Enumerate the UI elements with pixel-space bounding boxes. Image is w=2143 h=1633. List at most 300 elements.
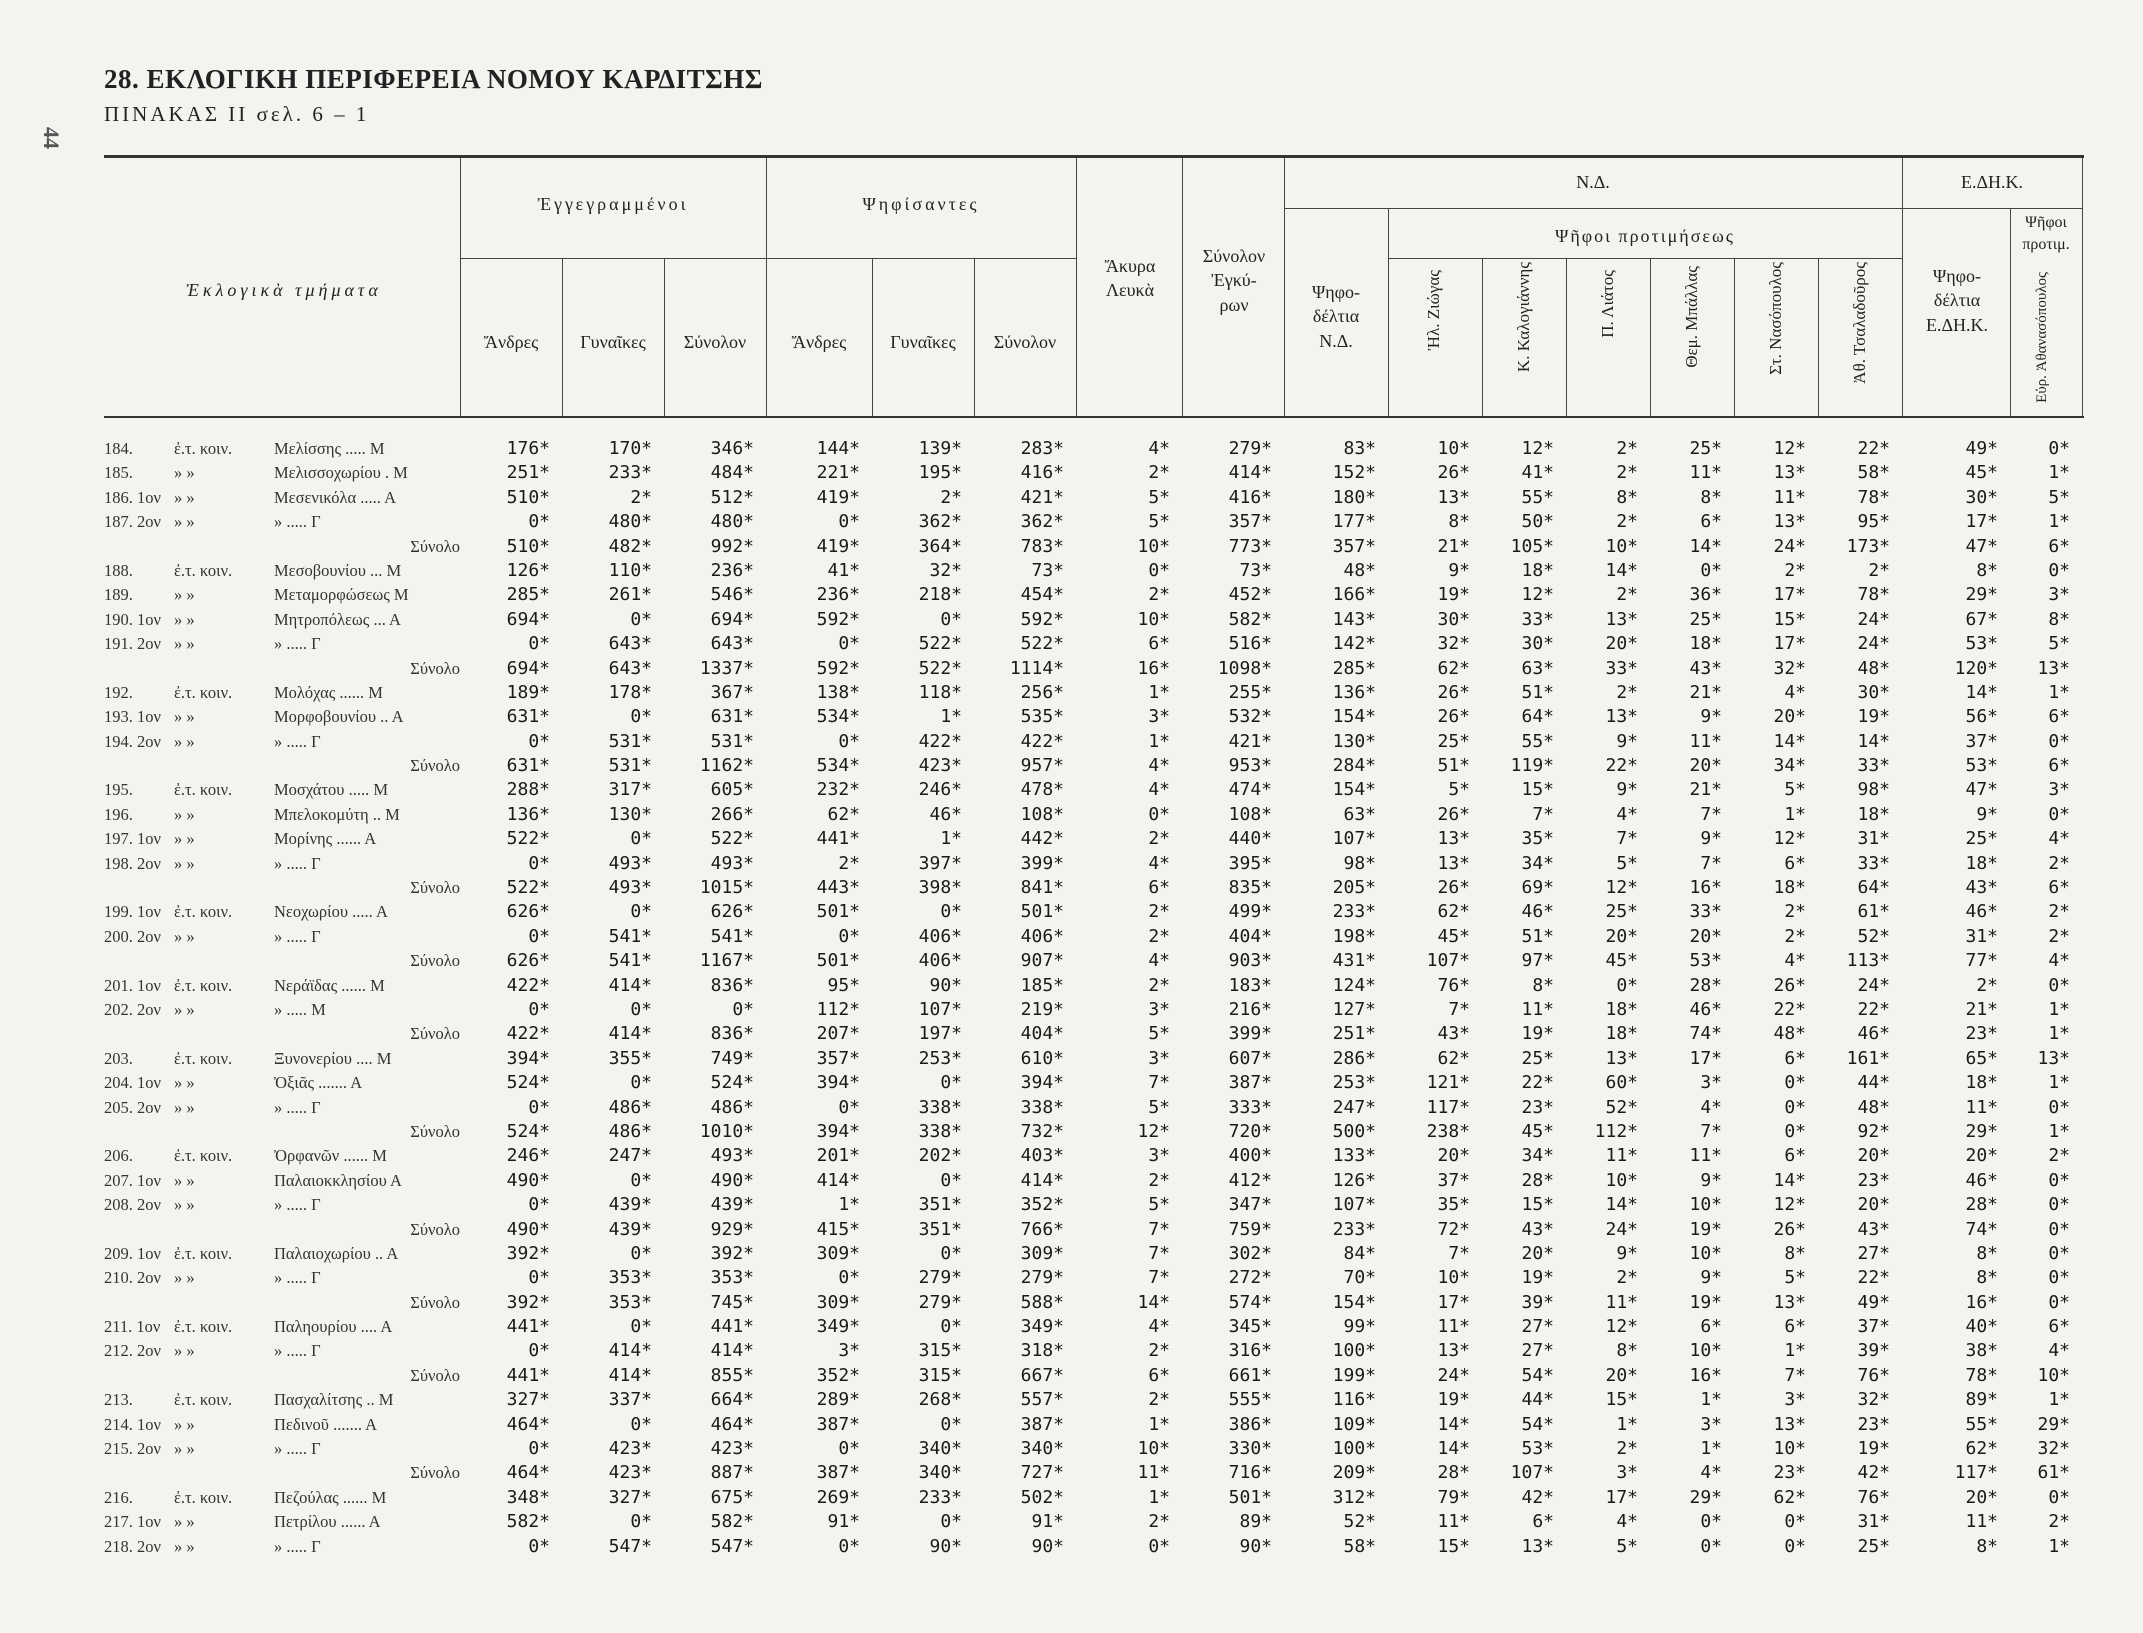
table-cell: 0*: [1148, 803, 1170, 825]
table-cell: 16*: [1965, 1291, 1998, 1313]
table-cell: 0*: [940, 1511, 962, 1533]
table-cell: 58*: [1343, 1535, 1376, 1557]
table-cell: 112*: [816, 998, 860, 1020]
table-cell: 440*: [1228, 828, 1272, 850]
table-cell: 2*: [1148, 974, 1170, 996]
table-cell: 516*: [1228, 633, 1272, 655]
table-cell: 493*: [710, 1145, 754, 1167]
table-cell: 766*: [1020, 1218, 1064, 1240]
table-cell: 531*: [710, 730, 754, 752]
section-number: 213.: [104, 1390, 133, 1410]
table-cell: 9*: [1700, 1169, 1722, 1191]
table-cell: 261*: [608, 584, 652, 606]
table-cell: 11*: [1689, 1145, 1722, 1167]
table-cell: 2*: [1148, 584, 1170, 606]
table-cell: 12*: [1773, 828, 1806, 850]
table-cell: 152*: [1332, 462, 1376, 484]
table-cell: 20*: [1689, 755, 1722, 777]
section-type: ἐ.τ. κοιν.: [174, 1146, 233, 1166]
table-cell: 199*: [1332, 1364, 1376, 1386]
section-type: » »: [174, 1439, 195, 1459]
row-label: [104, 583, 460, 607]
section-name: Μεσοβουνίου ... Μ: [274, 560, 402, 580]
table-cell: 15*: [1521, 1194, 1554, 1216]
table-cell: 464*: [710, 1413, 754, 1435]
table-cell: 522*: [1020, 633, 1064, 655]
row-label: [104, 632, 460, 656]
table-cell: 20*: [1965, 1145, 1998, 1167]
section-type: » »: [174, 1170, 195, 1190]
table-cell: 953*: [1228, 755, 1272, 777]
table-cell: 139*: [918, 438, 962, 459]
table-cell: 52*: [1343, 1511, 1376, 1533]
table-cell: 490*: [506, 1218, 550, 1240]
table-cell: 2*: [1784, 559, 1806, 581]
table-cell: 0*: [630, 1072, 652, 1094]
table-cell: 643*: [608, 633, 652, 655]
table-cell: 2*: [1868, 559, 1890, 581]
table-cell: 11*: [1437, 1316, 1470, 1338]
table-cell: 23*: [1857, 1413, 1890, 1435]
table-cell: 26*: [1437, 803, 1470, 825]
header-voted-men: Ἄνδρες: [791, 332, 847, 352]
table-cell: 0*: [630, 998, 652, 1020]
table-cell: 499*: [1228, 901, 1272, 923]
table-cell: 63*: [1343, 803, 1376, 825]
table-cell: 55*: [1521, 730, 1554, 752]
table-cell: 441*: [816, 828, 860, 850]
table-cell: 348*: [506, 1486, 550, 1508]
header-cand-athanasopoulos: Εὐρ. Ἀθανασόπουλος: [2034, 272, 2050, 403]
table-cell: 46*: [1965, 1169, 1998, 1191]
table-cell: 694*: [506, 657, 550, 679]
table-total-row: [104, 535, 2104, 559]
table-cell: 6*: [2048, 535, 2070, 557]
table-cell: 25*: [1857, 1535, 1890, 1557]
table-cell: 0*: [2048, 1291, 2070, 1313]
table-cell: 233*: [918, 1486, 962, 1508]
row-label: [104, 1437, 460, 1461]
table-cell: 23*: [1773, 1462, 1806, 1484]
table-cell: 1*: [1148, 1413, 1170, 1435]
table-cell: 20*: [1605, 1364, 1638, 1386]
table-cell: 2*: [2048, 1145, 2070, 1167]
table-cell: 3*: [1148, 1145, 1170, 1167]
table-row: [104, 681, 2104, 705]
table-row: [104, 998, 2104, 1022]
table-cell: 130*: [1332, 730, 1376, 752]
table-cell: 20*: [1437, 1145, 1470, 1167]
table-cell: 22*: [1773, 998, 1806, 1020]
table-cell: 439*: [710, 1194, 754, 1216]
table-cell: 19*: [1857, 706, 1890, 728]
table-cell: 362*: [1020, 511, 1064, 533]
table-cell: 9*: [1700, 1267, 1722, 1289]
table-cell: 4*: [1784, 950, 1806, 972]
table-cell: 283*: [1020, 438, 1064, 459]
table-cell: 422*: [506, 974, 550, 996]
table-cell: 3*: [1148, 706, 1170, 728]
table-cell: 345*: [1228, 1316, 1272, 1338]
table-cell: 14*: [1437, 1413, 1470, 1435]
header-edik: Ε.ΔΗ.Κ.: [1960, 172, 2024, 192]
table-cell: 18*: [1521, 559, 1554, 581]
table-cell: 30*: [1437, 608, 1470, 630]
section-name: Μοσχάτου ..... Μ: [274, 780, 389, 800]
section-type: ἐ.τ. κοιν.: [174, 682, 233, 702]
table-cell: 10*: [1137, 535, 1170, 557]
table-cell: 8*: [1976, 1535, 1998, 1557]
table-cell: 25*: [1689, 608, 1722, 630]
table-cell: 631*: [506, 706, 550, 728]
table-cell: 256*: [1020, 681, 1064, 703]
table-cell: 105*: [1510, 535, 1554, 557]
section-number: 210. 2ον: [104, 1268, 161, 1288]
section-name: » ..... Γ: [274, 731, 321, 751]
section-type: » »: [174, 707, 195, 727]
table-cell: 664*: [710, 1389, 754, 1411]
table-cell: 2*: [1148, 828, 1170, 850]
table-cell: 286*: [1332, 1047, 1376, 1069]
table-cell: 315*: [918, 1340, 962, 1362]
table-cell: 161*: [1846, 1047, 1890, 1069]
table-cell: 352*: [1020, 1194, 1064, 1216]
section-type: » »: [174, 1536, 195, 1556]
table-cell: 0*: [528, 1194, 550, 1216]
table-cell: 24*: [1605, 1218, 1638, 1240]
table-cell: 836*: [710, 1023, 754, 1045]
table-cell: 1*: [1616, 1413, 1638, 1435]
table-cell: 367*: [710, 681, 754, 703]
table-cell: 62*: [1437, 901, 1470, 923]
table-cell: 173*: [1846, 535, 1890, 557]
table-cell: 253*: [1332, 1072, 1376, 1094]
table-cell: 534*: [816, 755, 860, 777]
total-label: Σύνολο: [410, 536, 460, 556]
table-cell: 482*: [608, 535, 652, 557]
table-cell: 40*: [1965, 1316, 1998, 1338]
table-cell: 33*: [1605, 657, 1638, 679]
table-cell: 23*: [1965, 1023, 1998, 1045]
table-cell: 478*: [1020, 779, 1064, 801]
table-cell: 43*: [1437, 1023, 1470, 1045]
table-cell: 43*: [1689, 657, 1722, 679]
table-cell: 0*: [630, 901, 652, 923]
table-cell: 330*: [1228, 1438, 1272, 1460]
table-cell: 907*: [1020, 950, 1064, 972]
row-label: [104, 1144, 460, 1168]
table-row: [104, 1388, 2104, 1412]
table-cell: 534*: [816, 706, 860, 728]
table-cell: 484*: [710, 462, 754, 484]
table-cell: 309*: [1020, 1242, 1064, 1264]
table-cell: 0*: [838, 1267, 860, 1289]
table-cell: 0*: [1700, 559, 1722, 581]
table-cell: 56*: [1965, 706, 1998, 728]
table-cell: 541*: [608, 925, 652, 947]
table-total-row: [104, 1022, 2104, 1046]
table-cell: 5*: [1616, 1535, 1638, 1557]
section-name: » ..... Γ: [274, 1536, 321, 1556]
table-cell: 1*: [1700, 1389, 1722, 1411]
row-label: [104, 827, 460, 851]
table-cell: 8*: [1448, 511, 1470, 533]
table-cell: 316*: [1228, 1340, 1272, 1362]
section-name: » ..... Γ: [274, 1268, 321, 1288]
row-label: [104, 998, 460, 1022]
table-row: [104, 705, 2104, 729]
table-cell: 464*: [506, 1462, 550, 1484]
table-cell: 107*: [1332, 1194, 1376, 1216]
section-name: » ..... Γ: [274, 1097, 321, 1117]
section-type: » »: [174, 487, 195, 507]
table-cell: 486*: [608, 1120, 652, 1142]
section-name: » ..... Γ: [274, 1195, 321, 1215]
header-nd-ballots: Ψηφο- δέλτια Ν.Δ.: [1311, 282, 1361, 351]
table-cell: 0*: [528, 511, 550, 533]
table-cell: 11*: [1521, 998, 1554, 1020]
section-type: ἐ.τ. κοιν.: [174, 975, 233, 995]
table-cell: 14*: [1137, 1291, 1170, 1313]
table-cell: 5*: [1148, 486, 1170, 508]
table-cell: 116*: [1332, 1389, 1376, 1411]
table-cell: 13*: [1773, 511, 1806, 533]
table-cell: 340*: [918, 1462, 962, 1484]
table-cell: 92*: [1857, 1120, 1890, 1142]
table-cell: 31*: [1857, 1511, 1890, 1533]
table-cell: 23*: [1521, 1096, 1554, 1118]
table-cell: 574*: [1228, 1291, 1272, 1313]
table-cell: 4*: [1616, 1511, 1638, 1533]
table-cell: 416*: [1228, 486, 1272, 508]
table-cell: 11*: [1965, 1096, 1998, 1118]
table-cell: 13*: [1605, 1047, 1638, 1069]
table-cell: 0*: [528, 925, 550, 947]
section-type: ἐ.τ. κοιν.: [174, 902, 233, 922]
table-cell: 20*: [1605, 925, 1638, 947]
section-type: » »: [174, 609, 195, 629]
table-cell: 18*: [1689, 633, 1722, 655]
table-cell: 90*: [1239, 1535, 1272, 1557]
table-cell: 1*: [2048, 681, 2070, 703]
table-cell: 18*: [1857, 803, 1890, 825]
table-cell: 3*: [1700, 1072, 1722, 1094]
table-cell: 19*: [1521, 1267, 1554, 1289]
table-cell: 100*: [1332, 1438, 1376, 1460]
section-name: » ..... Γ: [274, 512, 321, 532]
table-cell: 19*: [1857, 1438, 1890, 1460]
header-cand-ballas: Θεμ. Μπάλλας: [1682, 266, 1701, 368]
section-number: 199. 1ον: [104, 902, 161, 922]
table-cell: 25*: [1437, 730, 1470, 752]
table-cell: 7*: [1700, 803, 1722, 825]
table-cell: 1*: [2048, 1072, 2070, 1094]
table-cell: 238*: [1426, 1120, 1470, 1142]
table-cell: 5*: [1616, 852, 1638, 874]
table-cell: 442*: [1020, 828, 1064, 850]
table-cell: 72*: [1437, 1218, 1470, 1240]
section-name: Μελισσοχωρίου . Μ: [274, 463, 408, 483]
table-cell: 3*: [1148, 998, 1170, 1020]
total-label: Σύνολο: [410, 658, 460, 678]
table-cell: 136*: [506, 803, 550, 825]
section-number: 214. 1ον: [104, 1414, 161, 1434]
table-cell: 26*: [1437, 462, 1470, 484]
table-cell: 1*: [2048, 511, 2070, 533]
table-cell: 1*: [1700, 1438, 1722, 1460]
table-cell: 399*: [1228, 1023, 1272, 1045]
table-cell: 4*: [1148, 755, 1170, 777]
table-cell: 5*: [1148, 1023, 1170, 1045]
table-cell: 31*: [1857, 828, 1890, 850]
table-cell: 454*: [1020, 584, 1064, 606]
section-type: » »: [174, 512, 195, 532]
table-cell: 0*: [2048, 1096, 2070, 1118]
table-cell: 22*: [1521, 1072, 1554, 1094]
section-number: 204. 1ον: [104, 1073, 161, 1093]
table-cell: 10*: [1773, 1438, 1806, 1460]
table-cell: 14*: [1965, 681, 1998, 703]
table-cell: 55*: [1965, 1413, 1998, 1435]
table-cell: 166*: [1332, 584, 1376, 606]
table-cell: 2*: [1784, 901, 1806, 923]
table-cell: 18*: [1605, 1023, 1638, 1045]
header-cand-tsaladouros: Ἀθ. Τσαλαδοῦρος: [1850, 262, 1869, 384]
table-cell: 251*: [1332, 1023, 1376, 1045]
table-cell: 6*: [1532, 1511, 1554, 1533]
table-cell: 41*: [1521, 462, 1554, 484]
table-cell: 19*: [1521, 1023, 1554, 1045]
table-cell: 15*: [1437, 1535, 1470, 1557]
table-cell: 773*: [1228, 535, 1272, 557]
table-cell: 209*: [1332, 1462, 1376, 1484]
table-cell: 112*: [1594, 1120, 1638, 1142]
table-cell: 1167*: [699, 950, 754, 972]
table-cell: 443*: [816, 877, 860, 899]
table-cell: 0*: [1784, 1096, 1806, 1118]
table-cell: 170*: [608, 438, 652, 459]
table-cell: 63*: [1521, 657, 1554, 679]
table-row: [104, 827, 2104, 851]
table-cell: 431*: [1332, 950, 1376, 972]
table-cell: 5*: [1784, 1267, 1806, 1289]
table-cell: 46*: [1965, 901, 1998, 923]
table-cell: 26*: [1437, 706, 1470, 728]
table-cell: 2*: [630, 486, 652, 508]
table-cell: 7*: [1532, 803, 1554, 825]
table-cell: 541*: [710, 925, 754, 947]
table-cell: 0*: [940, 1316, 962, 1338]
header-valid: Σύνολον Ἐγκύ- ρων: [1202, 246, 1266, 315]
table-cell: 12*: [1773, 438, 1806, 459]
table-cell: 34*: [1773, 755, 1806, 777]
header-voted: Ψηφίσαντες: [862, 194, 980, 214]
table-cell: 14*: [1857, 730, 1890, 752]
row-label: [104, 754, 460, 778]
section-number: 187. 2ον: [104, 512, 161, 532]
table-cell: 37*: [1857, 1316, 1890, 1338]
table-cell: 419*: [816, 486, 860, 508]
table-cell: 501*: [816, 950, 860, 972]
row-label: [104, 1535, 460, 1559]
table-row: [104, 1096, 2104, 1120]
table-row: [104, 803, 2104, 827]
row-label: [104, 925, 460, 949]
table-cell: 783*: [1020, 535, 1064, 557]
results-table: [104, 437, 2104, 1559]
table-cell: 387*: [816, 1413, 860, 1435]
table-cell: 10*: [1605, 535, 1638, 557]
table-cell: 285*: [506, 584, 550, 606]
section-type: » »: [174, 463, 195, 483]
row-label: [104, 437, 460, 461]
table-cell: 582*: [1228, 608, 1272, 630]
table-cell: 422*: [1020, 730, 1064, 752]
table-total-row: [104, 1461, 2104, 1485]
table-cell: 0*: [630, 1413, 652, 1435]
table-row: [104, 1047, 2104, 1071]
table-cell: 28*: [1965, 1194, 1998, 1216]
table-cell: 3*: [2048, 779, 2070, 801]
table-cell: 8*: [1976, 1267, 1998, 1289]
table-cell: 661*: [1228, 1364, 1272, 1386]
table-cell: 399*: [1020, 852, 1064, 874]
section-number: 188.: [104, 560, 133, 580]
table-cell: 841*: [1020, 877, 1064, 899]
table-cell: 218*: [918, 584, 962, 606]
row-label: [104, 657, 460, 681]
table-cell: 107*: [918, 998, 962, 1020]
table-cell: 346*: [710, 438, 754, 459]
row-label: [104, 705, 460, 729]
table-cell: 35*: [1437, 1194, 1470, 1216]
table-cell: 387*: [1228, 1072, 1272, 1094]
table-cell: 133*: [1332, 1145, 1376, 1167]
table-cell: 522*: [918, 657, 962, 679]
table-cell: 108*: [1228, 803, 1272, 825]
section-type: ἐ.τ. κοιν.: [174, 560, 233, 580]
table-cell: 1010*: [699, 1120, 754, 1142]
table-cell: 10*: [1137, 1438, 1170, 1460]
section-number: 208. 2ον: [104, 1195, 161, 1215]
table-cell: 2*: [1148, 925, 1170, 947]
table-cell: 404*: [1228, 925, 1272, 947]
row-label: [104, 1071, 460, 1095]
table-cell: 392*: [506, 1242, 550, 1264]
table-cell: 255*: [1228, 681, 1272, 703]
table-cell: 535*: [1020, 706, 1064, 728]
header-cand-ziogas: Ἠλ. Ζιώγας: [1424, 270, 1443, 351]
table-cell: 30*: [1965, 486, 1998, 508]
total-label: Σύνολο: [410, 1219, 460, 1239]
section-number: 185.: [104, 463, 133, 483]
table-cell: 555*: [1228, 1389, 1272, 1411]
table-cell: 0*: [2048, 803, 2070, 825]
section-number: 195.: [104, 780, 133, 800]
table-cell: 285*: [1332, 657, 1376, 679]
section-name: Πασχαλίτσης .. Μ: [274, 1390, 394, 1410]
table-cell: 416*: [1020, 462, 1064, 484]
table-cell: 631*: [710, 706, 754, 728]
section-type: » »: [174, 1414, 195, 1434]
table-cell: 1015*: [699, 877, 754, 899]
table-cell: 11*: [1605, 1291, 1638, 1313]
table-cell: 4*: [1148, 852, 1170, 874]
section-type: » »: [174, 1097, 195, 1117]
table-total-row: [104, 1120, 2104, 1144]
table-cell: 546*: [710, 584, 754, 606]
table-cell: 7*: [1148, 1072, 1170, 1094]
